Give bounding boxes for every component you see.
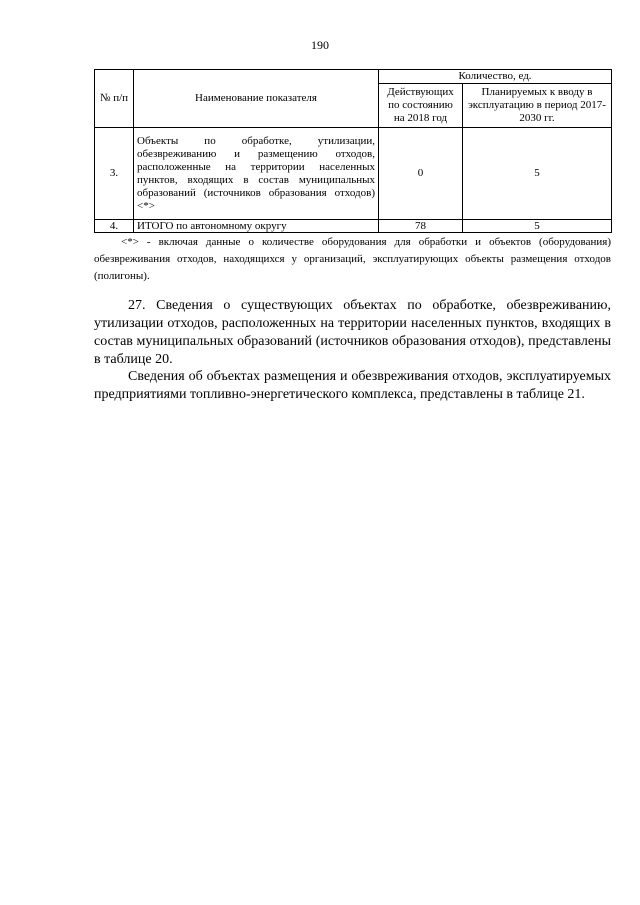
header-quantity: Количество, ед. [379,70,612,84]
table-row [95,128,612,220]
paragraph-27: 27. Сведения о существующих объектах по обработке, обезвреживанию, утилизации отходов, расположенных на территории населенных пунктов, входящих в состав муниципальных образований (источников образования отходов), представлены в таблице 20. [94,298,611,367]
row-num: 4. [95,220,134,233]
table-row-total [95,220,612,233]
row-planned: 5 [463,220,612,233]
paragraph-table-21: Сведения об объектах размещения и обезвреживания отходов, эксплуатируемых предприятиями топливно-энергетического комплекса, представлены в таблице 21. [94,369,611,402]
header-active: Действующих по состоянию на 2018 год [379,84,463,128]
header-planned: Планируемых к вводу в эксплуатацию в период 2017-2030 гг. [463,84,612,128]
waste-objects-table [94,69,612,233]
table-header-row [95,70,612,84]
row-name: Объекты по обработке, утилизации, обезвреживанию и размещению отходов, расположенные на территории населенных пунктов, входящих в состав муниципальных образований (источников образования отходов)<*> [134,128,379,220]
row-active: 0 [379,128,463,220]
table-footnote: <*> - включая данные о количестве оборудования для обработки и объектов (оборудования) обезвреживания отходов, находящихся у организаций, эксплуатирующих объекты размещения отходов (полигоны). [94,236,611,282]
row-num: 3. [95,128,134,220]
row-active: 78 [379,220,463,233]
row-planned: 5 [463,128,612,220]
header-num: № п/п [95,70,134,128]
header-name: Наименование показателя [134,70,379,128]
row-name: ИТОГО по автономному округу [134,220,379,233]
page-number: 190 [311,38,329,52]
